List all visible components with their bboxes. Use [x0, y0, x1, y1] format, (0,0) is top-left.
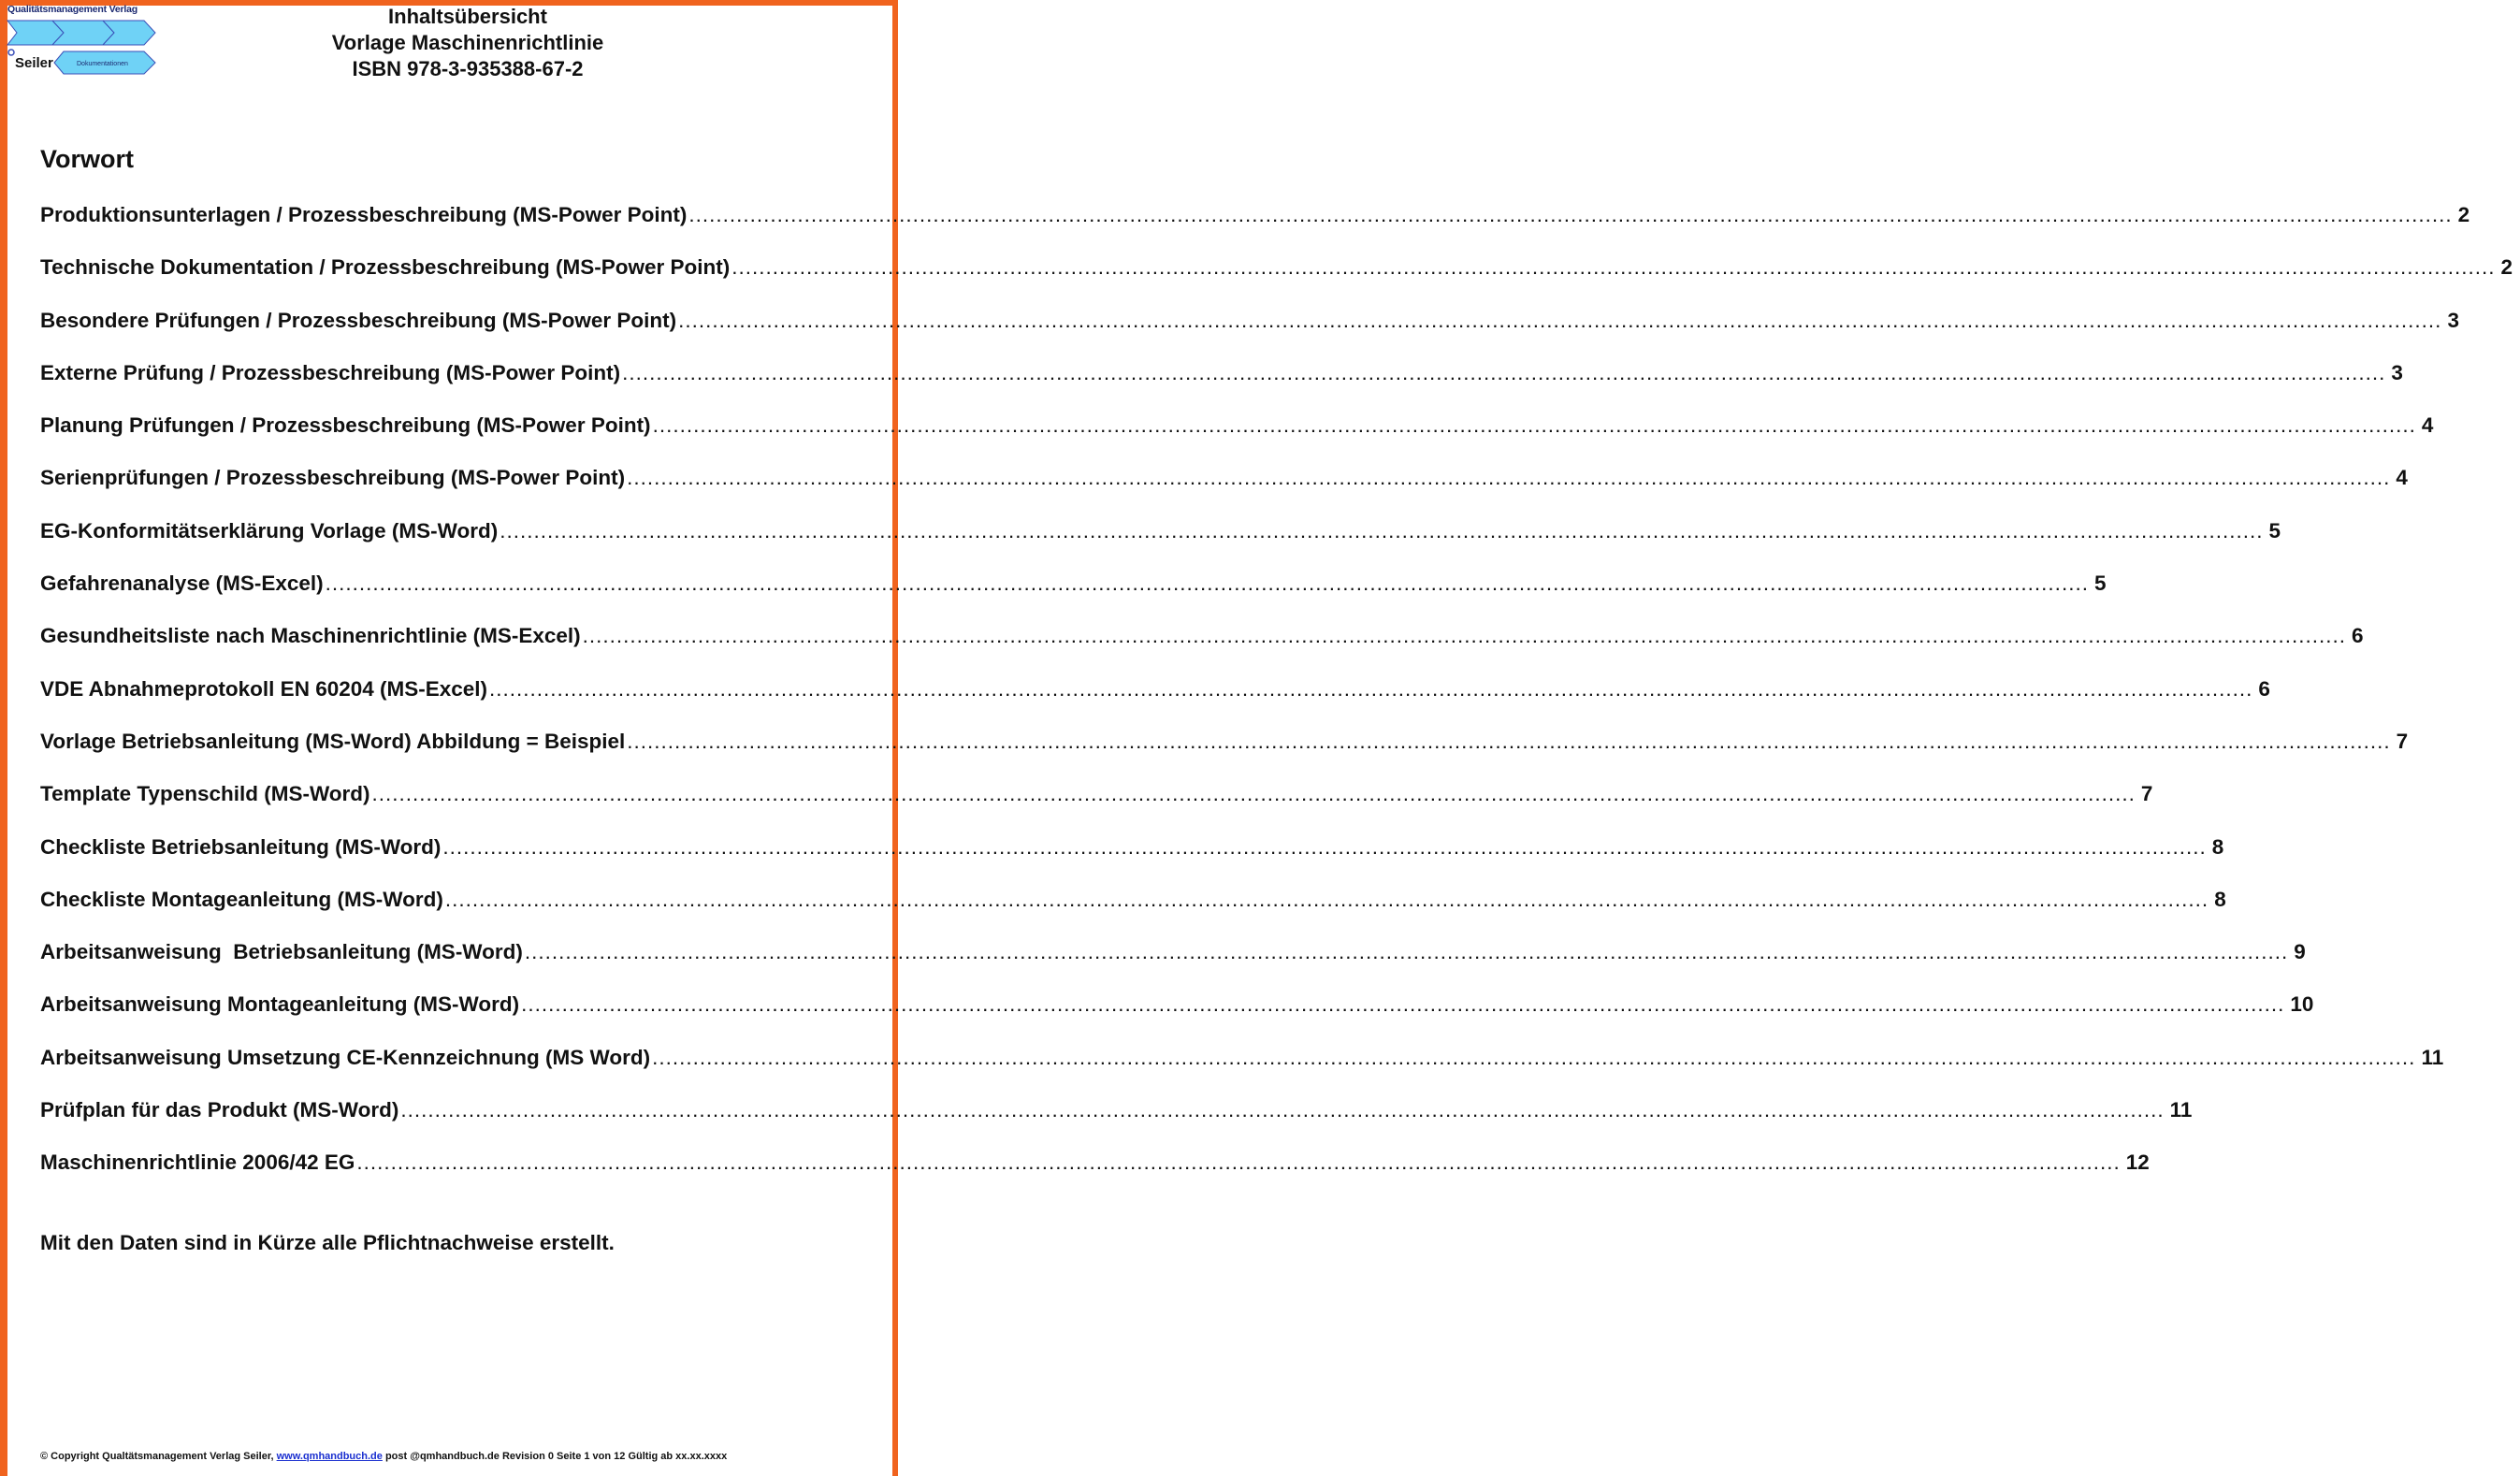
- table-of-contents: [40, 203, 2513, 1204]
- toc-entry-title: Serienprüfungen / Prozessbeschreibung (MS-Power Point): [40, 466, 626, 490]
- toc-leader-dots: ....................................................................................................................................................................................................................................................................: [325, 572, 2089, 596]
- toc-leader-dots: ....................................................................................................................................................................................................................................................................: [521, 992, 2285, 1017]
- toc-entry-page: 2: [2457, 203, 2470, 226]
- toc-entry[interactable]: [40, 729, 2409, 782]
- header-subtitle: Vorlage Maschinenrichtlinie: [331, 31, 604, 54]
- toc-entry-title: Produktionsunterlagen / Prozessbeschreibung (MS-Power Point): [40, 203, 688, 226]
- toc-entry[interactable]: [40, 572, 2107, 624]
- toc-leader-dots: ....................................................................................................................................................................................................................................................................: [678, 308, 2442, 332]
- toc-leader-dots: ....................................................................................................................................................................................................................................................................: [400, 1098, 2165, 1122]
- toc-entry[interactable]: [40, 676, 2270, 730]
- toc-leader-dots: ....................................................................................................................................................................................................................................................................: [582, 624, 2346, 648]
- copyright-footer: [40, 1451, 727, 1462]
- toc-leader-dots: ....................................................................................................................................................................................................................................................................: [652, 1045, 2416, 1069]
- toc-entry-title: Prüfplan für das Produkt (MS-Word): [40, 1098, 399, 1122]
- toc-leader-dots: ....................................................................................................................................................................................................................................................................: [627, 729, 2391, 753]
- toc-entry-page: 11: [2169, 1098, 2193, 1122]
- toc-entry-title: EG-Konformitätserklärung Vorlage (MS-Word): [40, 518, 499, 543]
- toc-leader-dots: ....................................................................................................................................................................................................................................................................: [356, 1150, 2121, 1175]
- toc-entry-page: 4: [2421, 413, 2434, 438]
- toc-entry[interactable]: [40, 466, 2408, 518]
- toc-entry-page: 7: [2396, 729, 2409, 753]
- toc-entry[interactable]: [40, 992, 2314, 1045]
- toc-entry-title: Maschinenrichtlinie 2006/42 EG: [40, 1150, 355, 1175]
- toc-entry[interactable]: [40, 1045, 2444, 1098]
- toc-entry-title: Planung Prüfungen / Prozessbeschreibung (MS-Power Point): [40, 413, 651, 438]
- toc-entry[interactable]: [40, 255, 2513, 308]
- toc-entry[interactable]: [40, 203, 2470, 255]
- toc-entry[interactable]: [40, 1098, 2193, 1150]
- toc-entry-title: Template Typenschild (MS-Word): [40, 782, 370, 806]
- toc-entry-page: 3: [2391, 360, 2403, 384]
- footer-suffix: post @qmhandbuch.de Revision 0 Seite 1 von 12 Gültig ab xx.xx.xxxx: [382, 1451, 728, 1462]
- logo-tagline-text: Dokumentationen: [77, 61, 128, 67]
- toc-entry-page: 3: [2447, 308, 2459, 332]
- toc-entry-title: Externe Prüfung / Prozessbeschreibung (MS-Power Point): [40, 360, 621, 384]
- logo-name-text: Seiler: [15, 55, 53, 71]
- toc-entry-title: Gefahrenanalyse (MS-Excel): [40, 572, 324, 596]
- toc-leader-dots: ....................................................................................................................................................................................................................................................................: [688, 203, 2453, 226]
- header-isbn: ISBN 978-3-935388-67-2: [352, 57, 584, 80]
- toc-entry[interactable]: [40, 782, 2153, 834]
- toc-entry-page: 8: [2214, 887, 2226, 911]
- toc-entry[interactable]: [40, 518, 2281, 572]
- toc-entry-page: 5: [2268, 518, 2281, 543]
- toc-entry-title: Arbeitsanweisung Montageanleitung (MS-Word): [40, 992, 520, 1017]
- toc-entry-page: 6: [2351, 624, 2364, 648]
- toc-entry[interactable]: [40, 940, 2306, 992]
- toc-leader-dots: ....................................................................................................................................................................................................................................................................: [500, 518, 2264, 543]
- toc-entry-page: 5: [2093, 572, 2107, 596]
- section-title: Vorwort: [40, 145, 134, 173]
- toc-entry-title: Vorlage Betriebsanleitung (MS-Word) Abbildung = Beispiel: [40, 729, 626, 753]
- toc-leader-dots: ....................................................................................................................................................................................................................................................................: [489, 676, 2253, 701]
- toc-entry-title: Arbeitsanweisung Umsetzung CE-Kennzeichnung (MS Word): [40, 1045, 651, 1069]
- toc-entry-page: 12: [2125, 1150, 2150, 1175]
- toc-entry[interactable]: [40, 413, 2434, 466]
- toc-entry-page: 4: [2396, 466, 2408, 490]
- toc-entry-page: 8: [2211, 834, 2224, 859]
- document-header: [262, 4, 673, 82]
- header-title: Inhaltsübersicht: [388, 5, 547, 28]
- toc-entry[interactable]: [40, 834, 2224, 888]
- toc-leader-dots: ....................................................................................................................................................................................................................................................................: [652, 413, 2416, 438]
- toc-entry[interactable]: [40, 1150, 2150, 1203]
- footer-prefix: © Copyright Qualtätsmanagement Verlag Seiler,: [40, 1451, 277, 1462]
- toc-entry[interactable]: [40, 308, 2459, 361]
- publisher-logo: [6, 4, 165, 79]
- toc-entry-page: 2: [2500, 255, 2513, 280]
- toc-leader-dots: ....................................................................................................................................................................................................................................................................: [622, 360, 2386, 384]
- closing-statement: Mit den Daten sind in Kürze alle Pflichtnachweise erstellt.: [40, 1231, 615, 1254]
- toc-entry-title: VDE Abnahmeprotokoll EN 60204 (MS-Excel): [40, 676, 488, 701]
- toc-leader-dots: ....................................................................................................................................................................................................................................................................: [524, 940, 2289, 964]
- logo-publisher-text: Qualitätsmanagement Verlag: [7, 4, 138, 15]
- toc-entry-title: Arbeitsanweisung Betriebsanleitung (MS-Word): [40, 940, 523, 964]
- toc-leader-dots: ....................................................................................................................................................................................................................................................................: [731, 255, 2496, 280]
- toc-entry-page: 9: [2294, 940, 2306, 964]
- toc-entry-title: Checkliste Montageanleitung (MS-Word): [40, 887, 443, 911]
- footer-website-link[interactable]: www.qmhandbuch.de: [276, 1451, 383, 1462]
- toc-entry-title: Technische Dokumentation / Prozessbeschreibung (MS-Power Point): [40, 255, 731, 280]
- toc-entry-page: 11: [2421, 1045, 2444, 1069]
- toc-entry-page: 10: [2290, 992, 2314, 1017]
- toc-entry-page: 6: [2258, 676, 2270, 701]
- toc-leader-dots: ....................................................................................................................................................................................................................................................................: [371, 782, 2136, 806]
- toc-entry[interactable]: [40, 887, 2226, 940]
- toc-entry[interactable]: [40, 624, 2364, 676]
- toc-entry[interactable]: [40, 360, 2403, 413]
- toc-entry-title: Gesundheitsliste nach Maschinenrichtlinie (MS-Excel): [40, 624, 581, 648]
- toc-entry-page: 7: [2140, 782, 2153, 806]
- toc-leader-dots: ....................................................................................................................................................................................................................................................................: [627, 466, 2391, 490]
- toc-entry-title: Besondere Prüfungen / Prozessbeschreibung (MS-Power Point): [40, 308, 677, 332]
- toc-leader-dots: ....................................................................................................................................................................................................................................................................: [442, 834, 2207, 859]
- toc-leader-dots: ....................................................................................................................................................................................................................................................................: [444, 887, 2209, 911]
- toc-entry-title: Checkliste Betriebsanleitung (MS-Word): [40, 834, 442, 859]
